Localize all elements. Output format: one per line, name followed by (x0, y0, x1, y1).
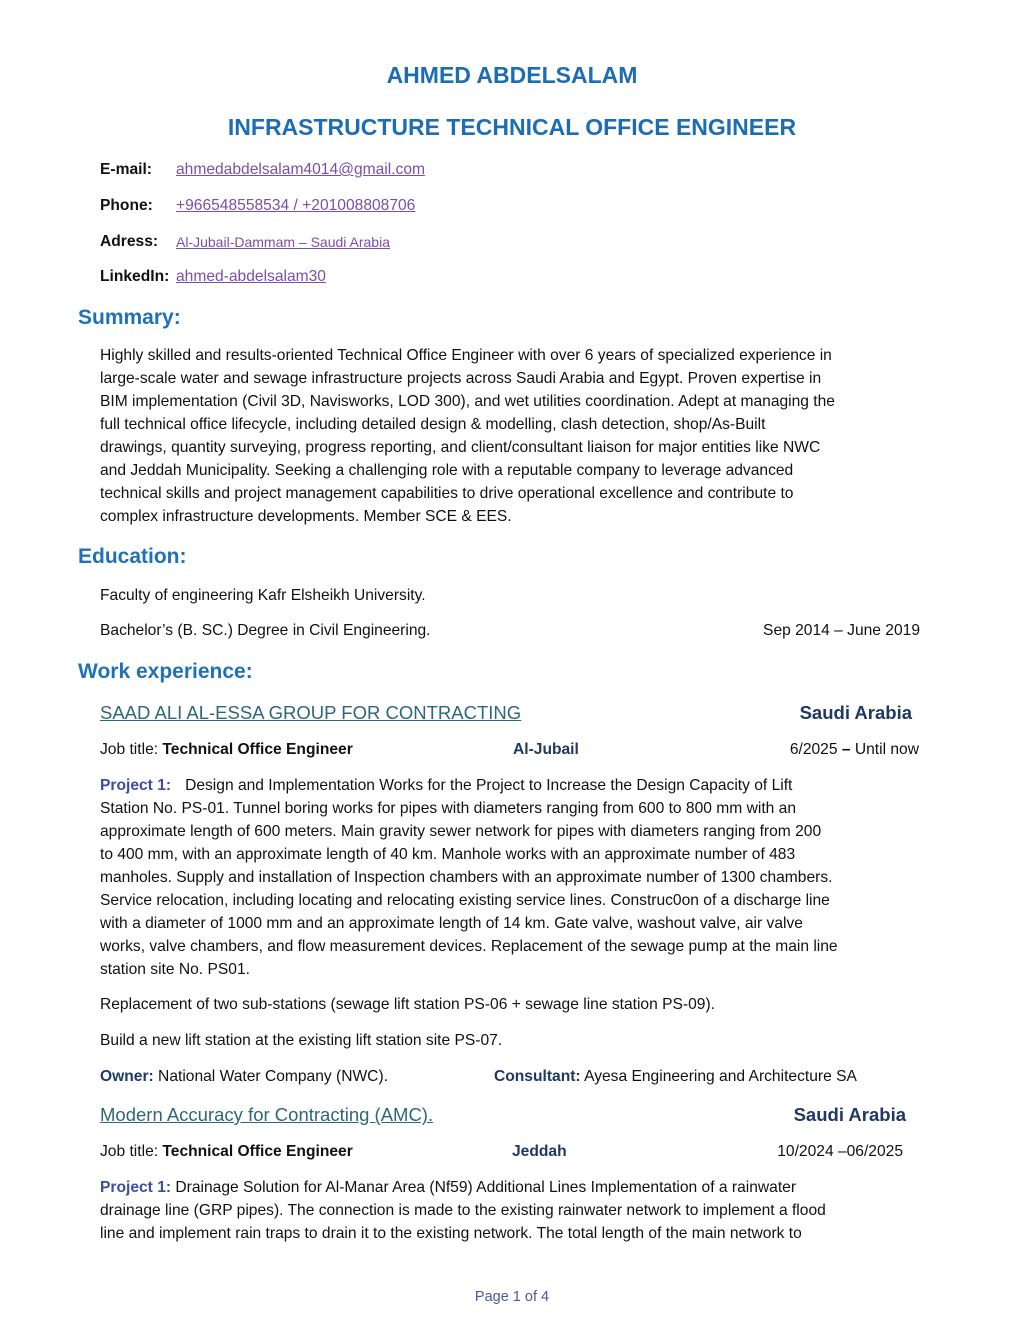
text-line (100, 845, 795, 865)
line-text: Drainage Solution for Al-Manar Area (Nf59) Additional Lines Implementation of a rainwater (171, 1179, 797, 1196)
phone-link[interactable]: +966548558534 / +201008808706 (176, 197, 416, 214)
text-line (100, 799, 796, 819)
address-label: Adress: (100, 233, 159, 250)
job-dates: 10/2024 –06/2025 (777, 1143, 903, 1160)
job-dates (790, 740, 919, 760)
text-line (100, 438, 820, 458)
text-line (100, 369, 821, 389)
text-line (100, 507, 512, 527)
linkedin-link[interactable]: ahmed-abdelsalam30 (176, 268, 326, 285)
date-start: 6/2025 (789, 741, 838, 758)
text-line (100, 914, 803, 934)
owner-line (100, 1067, 388, 1087)
text-line (100, 776, 792, 796)
owner-value: National Water Company (NWC). (153, 1068, 388, 1085)
page-number: Page 1 of 4 (474, 1289, 550, 1305)
email-link[interactable]: ahmedabdelsalam4014@gmail.com (176, 161, 426, 178)
job-city: Jeddah (512, 1143, 567, 1160)
work-heading: Work experience: (78, 660, 253, 683)
job-headline: INFRASTRUCTURE TECHNICAL OFFICE ENGINEER (227, 114, 797, 140)
summary-heading: Summary: (78, 306, 181, 329)
job-title-label: Job title: (100, 741, 163, 758)
education-school: Faculty of engineering Kafr Elsheikh University. (100, 587, 426, 604)
text-line (100, 392, 835, 412)
job-title: Technical Office Engineer (162, 741, 353, 758)
company-name: Modern Accuracy for Contracting (AMC). (100, 1104, 434, 1125)
text-line (100, 891, 830, 911)
line-text: full technical office lifecycle, including detailed design & modelling, clash detection, shop/As-Built (100, 416, 766, 433)
text-line (100, 1201, 826, 1221)
phone-label: Phone: (100, 197, 153, 214)
text-line (100, 461, 793, 481)
line-text: drawings, quantity surveying, progress reporting, and client/consultant liaison for major entities like NWC (100, 439, 821, 456)
job-title: Technical Office Engineer (162, 1143, 353, 1160)
address-link[interactable]: Al-Jubail-Dammam – Saudi Arabia (176, 234, 390, 250)
line-text: Service relocation, including locating and relocating existing service lines. Construc0on of a discharge line (100, 892, 830, 909)
consultant-value: Ayesa Engineering and Architecture SA (580, 1068, 857, 1085)
text-line (100, 822, 821, 842)
linkedin-label: LinkedIn: (100, 268, 170, 285)
text-line (100, 346, 832, 366)
project-label: Project 1: (100, 777, 172, 794)
line-text: complex infrastructure developments. Member SCE & EES. (100, 508, 512, 525)
line-text: BIM implementation (Civil 3D, Navisworks, LOD 300), and wet utilities coordination. Adept at managing the (100, 393, 835, 410)
job-title-line (100, 740, 353, 760)
line-text: drainage line (GRP pipes). The connection is made to the existing rainwater network to implement a flood (100, 1202, 826, 1219)
date-sep: – (837, 741, 855, 758)
text-line (100, 1178, 796, 1198)
job-title-line (100, 1142, 353, 1162)
line-text: and Jeddah Municipality. Seeking a challenging role with a reputable company to leverage advanced (100, 462, 794, 479)
owner-label: Owner: (100, 1068, 154, 1085)
line-text: line and implement rain traps to drain it to the existing network. The total length of the main network to (100, 1225, 802, 1242)
line-text: Highly skilled and results-oriented Technical Office Engineer with over 6 years of specialized experience in (100, 347, 832, 364)
project-label: Project 1: (100, 1179, 172, 1196)
line-text: to 400 mm, with an approximate length of 40 km. Manhole works with an approximate number of 483 (100, 846, 796, 863)
education-heading: Education: (78, 545, 187, 568)
text-line (100, 415, 765, 435)
line-text: with a diameter of 1000 mm and an approximate length of 14 km. Gate valve, washout valve, air valve (100, 915, 803, 932)
job-title-label: Job title: (100, 1143, 163, 1160)
email-label: E-mail: (100, 161, 152, 178)
line-text: station site No. PS01. (100, 961, 250, 978)
company-name: SAAD ALI AL-ESSA GROUP FOR CONTRACTING (100, 702, 522, 723)
job-city: Al-Jubail (513, 741, 579, 758)
consultant-line (494, 1067, 857, 1087)
line-text: manholes. Supply and installation of Inspection chambers with an approximate number of 1300 chambers. (100, 869, 833, 886)
education-dates: Sep 2014 – June 2019 (763, 622, 920, 639)
line-text: works, valve chambers, and flow measurement devices. Replacement of the sewage pump at the main line (100, 938, 838, 955)
text-line (100, 960, 250, 980)
line-text: Design and Implementation Works for the Project to Increase the Design Capacity of Lift (185, 777, 793, 794)
line-text: large-scale water and sewage infrastructure projects across Saudi Arabia and Egypt. Proven expertise in (100, 370, 822, 387)
education-degree: Bachelor’s (B. SC.) Degree in Civil Engineering. (100, 622, 431, 639)
date-end: Until now (854, 741, 919, 758)
project-extra: Replacement of two sub-stations (sewage lift station PS-06 + sewage line station PS-09). (100, 996, 715, 1013)
text-line (100, 868, 832, 888)
project-extra: Build a new lift station at the existing lift station site PS-07. (100, 1032, 503, 1049)
candidate-name: AHMED ABDELSALAM (386, 62, 638, 88)
text-line (100, 937, 838, 957)
line-text: technical skills and project management capabilities to drive operational excellence and contribute to (100, 485, 794, 502)
company-country: Saudi Arabia (799, 702, 912, 723)
company-country: Saudi Arabia (793, 1104, 906, 1125)
line-text: Station No. PS-01. Tunnel boring works for pipes with diameters ranging from 600 to 800 mm with an (100, 800, 797, 817)
text-line (100, 484, 793, 504)
line-text: approximate length of 600 meters. Main gravity sewer network for pipes with diameters ranging from 200 (100, 823, 822, 840)
text-line (100, 1224, 802, 1244)
consultant-label: Consultant: (494, 1068, 581, 1085)
